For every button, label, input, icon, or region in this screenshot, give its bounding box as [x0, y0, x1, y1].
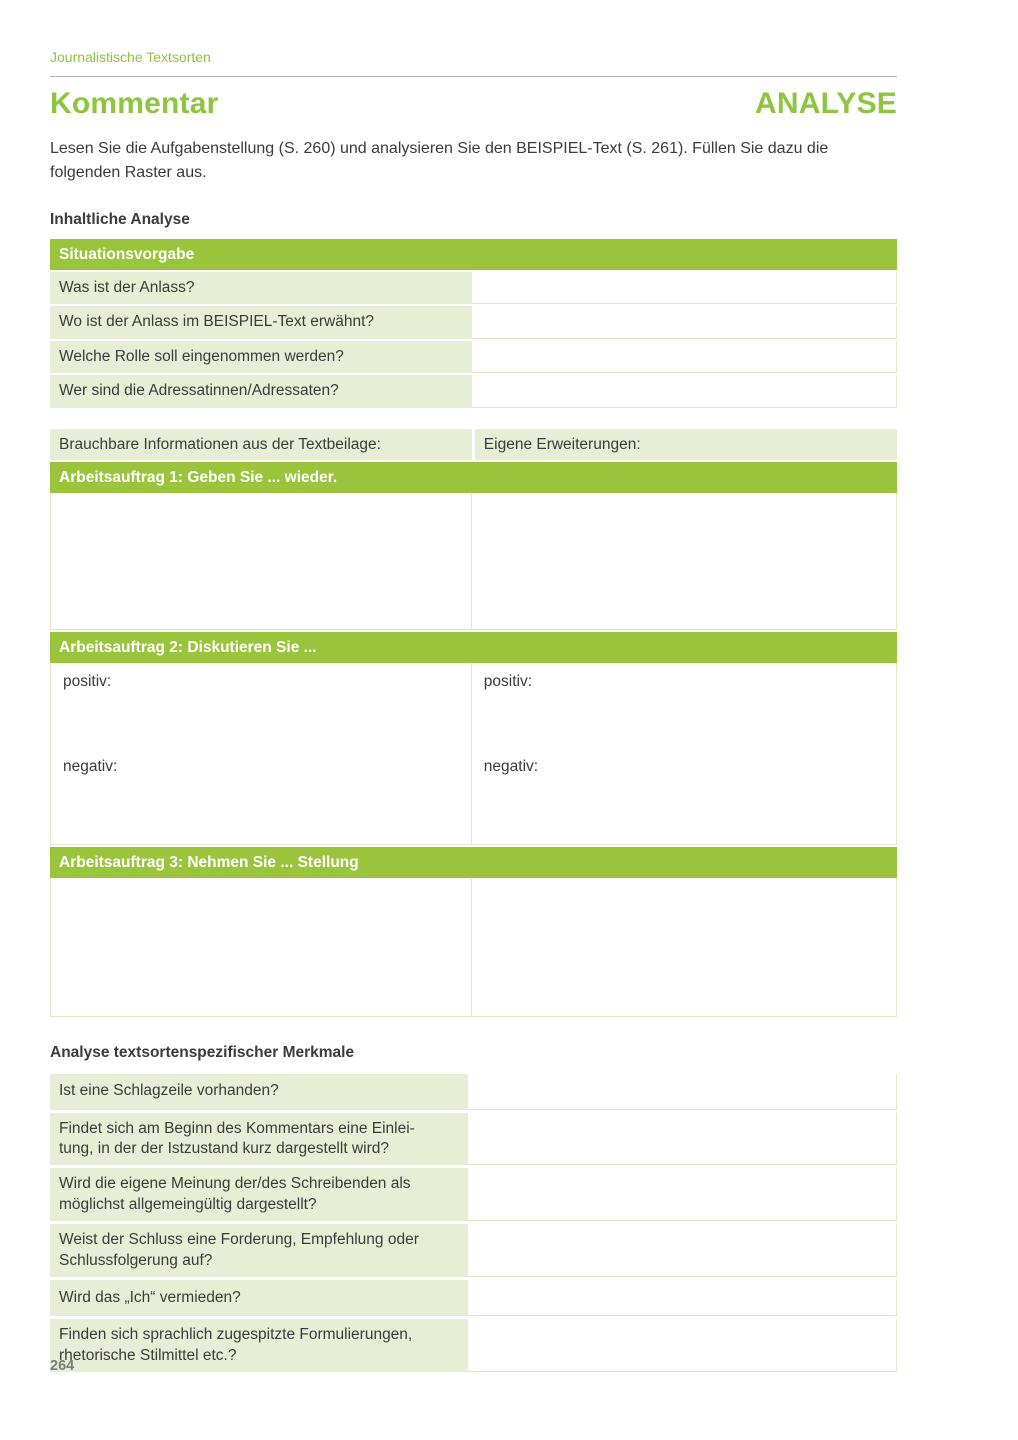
answer-cell: [468, 1224, 897, 1277]
page-title: Kommentar: [50, 87, 219, 121]
section-heading-merkmale: Analyse textsortenspezifischer Merkmale: [50, 1043, 355, 1061]
page-number: 264: [50, 1358, 75, 1374]
column-header-textbeilage: Brauchbare Informationen aus der Textbeilage:: [50, 429, 472, 460]
page-type-label: ANALYSE: [755, 87, 897, 121]
table-row: [50, 1224, 897, 1277]
answer-cell: [50, 493, 472, 630]
table-row: [50, 1319, 897, 1372]
answer-cell: [472, 663, 897, 845]
section-heading-inhaltliche-analyse: Inhaltliche Analyse: [50, 210, 190, 228]
answer-cell: [472, 878, 897, 1017]
question-cell: Weist der Schluss eine Forderung, Empfehlung oder Schlussfolgerung auf?: [50, 1224, 468, 1277]
answer-cell: [50, 878, 472, 1017]
negativ-label: negativ:: [483, 757, 539, 775]
question-cell: Findet sich am Beginn des Kommentars eine Einleitung, in der der Istzustand kurz dargestellt wird?: [50, 1113, 468, 1166]
negativ-label: negativ:: [63, 757, 118, 775]
question-cell: Wo ist der Anlass im BEISPIEL-Text erwähnt?: [50, 306, 472, 338]
positiv-label: positiv:: [483, 672, 533, 690]
title-row: [50, 87, 897, 121]
table-row: [50, 1280, 897, 1316]
merkmale-table: [50, 1074, 897, 1373]
answer-cell: [468, 1074, 897, 1110]
answer-cell: [468, 1319, 897, 1372]
band-arbeitsauftrag-2: Arbeitsauftrag 2: Diskutieren Sie ...: [50, 632, 897, 663]
question-cell: Was ist der Anlass?: [50, 272, 472, 304]
question-cell: Ist eine Schlagzeile vorhanden?: [50, 1074, 468, 1110]
answer-cell: [468, 1113, 897, 1166]
table-row: [50, 878, 897, 1017]
table-header-situationsvorgabe: Situationsvorgabe: [50, 239, 897, 270]
table-row: [50, 493, 897, 630]
question-cell: Welche Rolle soll eingenommen werden?: [50, 341, 472, 373]
answer-cell: [50, 663, 472, 845]
question-cell: Wird die eigene Meinung der/des Schreibenden als möglichst allgemeingültig dargestellt?: [50, 1168, 468, 1221]
band-arbeitsauftrag-1: Arbeitsauftrag 1: Geben Sie ... wieder.: [50, 462, 897, 493]
answer-cell: [468, 1280, 897, 1316]
table-row: [50, 375, 897, 407]
answer-cell: [472, 375, 897, 407]
table-row: [50, 272, 897, 304]
table-row: [50, 1168, 897, 1221]
table-row: [50, 306, 897, 338]
intro-text: Lesen Sie die Aufgabenstellung (S. 260) und analysieren Sie den BEISPIEL-Text (S. 261). Füllen Sie dazu die folgenden Raster aus.: [50, 140, 829, 181]
question-cell: Finden sich sprachlich zugespitzte Formulierungen, rhetorische Stilmittel etc.?: [50, 1319, 468, 1372]
answer-cell: [472, 272, 897, 304]
answer-cell: [472, 493, 897, 630]
breadcrumb: Journalistische Textsorten: [50, 49, 211, 65]
table-row: [50, 1113, 897, 1166]
table-row-header: [50, 429, 897, 460]
worksheet-page: [50, 0, 897, 1372]
answer-cell: [468, 1168, 897, 1221]
table-row: [50, 663, 897, 845]
column-header-erweiterungen: Eigene Erweiterungen:: [475, 429, 897, 460]
table-row: [50, 1074, 897, 1110]
answer-cell: [472, 306, 897, 338]
question-cell: Wer sind die Adressatinnen/Adressaten?: [50, 375, 472, 407]
situationsvorgabe-table: [50, 239, 897, 408]
positiv-label: positiv:: [63, 672, 112, 690]
answer-cell: [472, 341, 897, 373]
band-arbeitsauftrag-3: Arbeitsauftrag 3: Nehmen Sie ... Stellung: [50, 847, 897, 878]
arbeitsauftrag-table: [50, 429, 897, 1017]
header-divider: [50, 76, 897, 77]
table-row: [50, 341, 897, 373]
question-cell: Wird das „Ich“ vermieden?: [50, 1280, 468, 1316]
